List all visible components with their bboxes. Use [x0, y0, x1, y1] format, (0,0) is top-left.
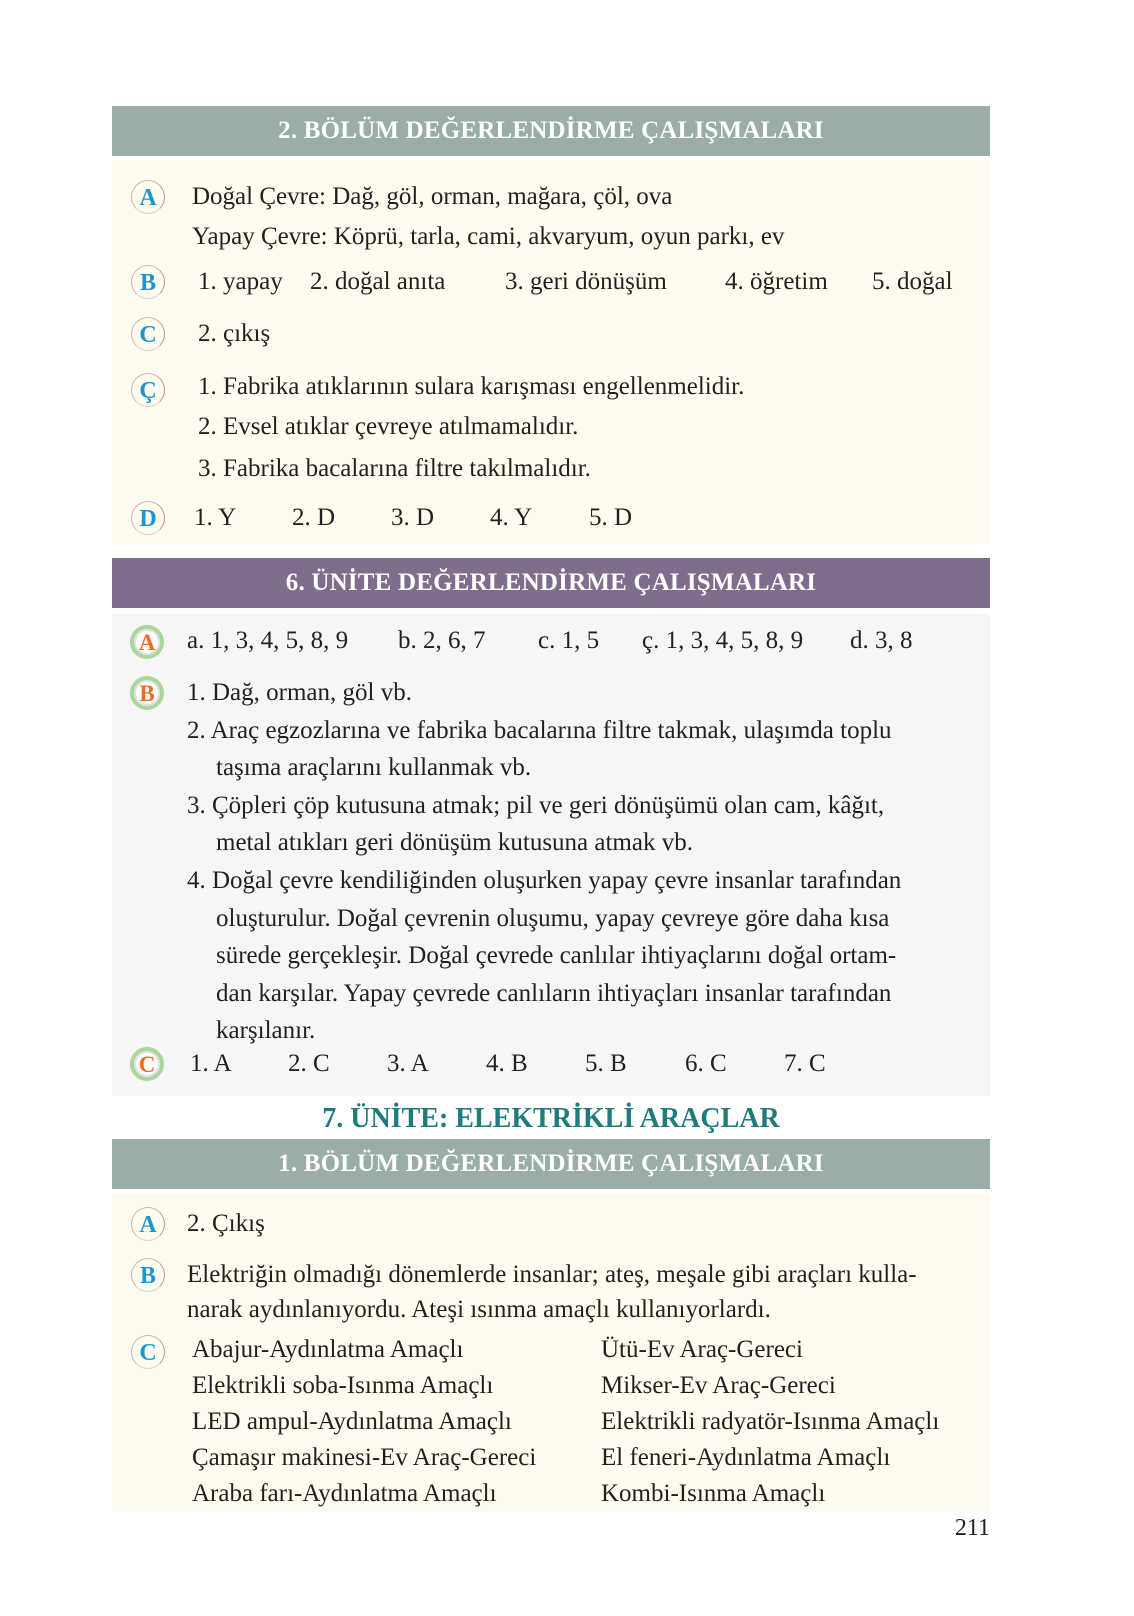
badge-b: B [131, 1258, 165, 1292]
answer-a-item-b: b. 2, 6, 7 [398, 627, 486, 654]
answer-a-text: 2. Çıkış [187, 1210, 265, 1237]
answer-a-item-c-cedilla: ç. 1, 3, 4, 5, 8, 9 [642, 627, 804, 654]
answer-b-line-6: 4. Doğal çevre kendiliğinden oluşurken yapay çevre insanlar tarafından [187, 867, 902, 894]
answer-b-line-3: taşıma araçlarını kullanmak vb. [216, 754, 532, 781]
device-right-5: Kombi-Isınma Amaçlı [601, 1480, 826, 1507]
answer-d-item-2: 2. D [292, 504, 336, 531]
answers-panel-1-bolum [112, 1194, 990, 1512]
answer-c-item-2: 2. C [288, 1050, 330, 1077]
answer-a-line-1: Doğal Çevre: Dağ, göl, orman, mağara, çöl, ova [192, 183, 673, 210]
badge-d: D [131, 501, 165, 535]
answer-b-item-3: 3. geri dönüşüm [505, 268, 667, 295]
badge-a: A [131, 1207, 165, 1241]
device-left-3: LED ampul-Aydınlatma Amaçlı [192, 1408, 512, 1435]
badge-b: B [131, 265, 165, 299]
answer-b-line-4: 3. Çöpleri çöp kutusuna atmak; pil ve geri dönüşümü olan cam, kâğıt, [187, 792, 885, 819]
answer-d-item-3: 3. D [391, 504, 435, 531]
answer-b-line-9: dan karşılar. Yapay çevrede canlıların ihtiyaçları insanlar tarafından [216, 980, 892, 1007]
badge-c: C [131, 317, 165, 351]
answer-c-item-6: 6. C [685, 1050, 727, 1077]
badge-c: C [130, 1047, 164, 1081]
badge-b: B [130, 676, 164, 710]
answer-c-item-1: 1. A [190, 1050, 232, 1077]
device-left-5: Araba farı-Aydınlatma Amaçlı [192, 1480, 497, 1507]
answer-b-item-1: 1. yapay [198, 268, 283, 295]
answer-b-line-1: Elektriğin olmadığı dönemlerde insanlar; ateş, meşale gibi araçları kulla- [187, 1261, 917, 1288]
answer-b-line-2: 2. Araç egzozlarına ve fabrika bacalarına filtre takmak, ulaşımda toplu [187, 717, 892, 744]
device-left-2: Elektrikli soba-Isınma Amaçlı [192, 1372, 494, 1399]
answer-b-line-2: narak aydınlanıyordu. Ateşi ısınma amaçlı kullanıyorlardı. [187, 1296, 771, 1323]
device-left-4: Çamaşır makinesi-Ev Araç-Gereci [192, 1444, 537, 1471]
device-right-4: El feneri-Aydınlatma Amaçlı [601, 1444, 891, 1471]
device-right-2: Mikser-Ev Araç-Gereci [601, 1372, 836, 1399]
answer-d-item-4: 4. Y [490, 504, 533, 531]
badge-c-cedilla: Ç [131, 373, 165, 407]
badge-a: A [130, 625, 164, 659]
section-header-2-bolum: 2. BÖLÜM DEĞERLENDİRME ÇALIŞMALARI [112, 106, 990, 156]
unit-title-7: 7. ÜNİTE: ELEKTRİKLİ ARAÇLAR [322, 1103, 780, 1134]
answer-b-line-1: 1. Dağ, orman, göl vb. [187, 679, 412, 706]
answer-b-item-5: 5. doğal [872, 268, 953, 295]
answer-a-line-2: Yapay Çevre: Köprü, tarla, cami, akvaryum, oyun parkı, ev [192, 223, 785, 250]
device-right-1: Ütü-Ev Araç-Gereci [601, 1336, 803, 1363]
answer-c-cedilla-line-2: 2. Evsel atıklar çevreye atılmamalıdır. [198, 413, 579, 440]
answer-d-item-1: 1. Y [194, 504, 237, 531]
answer-b-line-8: sürede gerçekleşir. Doğal çevrede canlılar ihtiyaçlarını doğal ortam- [216, 942, 897, 969]
answer-a-item-d: d. 3, 8 [850, 627, 913, 654]
answer-b-line-5: metal atıkları geri dönüşüm kutusuna atmak vb. [216, 829, 693, 856]
answers-panel-6-unite [112, 614, 990, 1096]
answer-c-item-4: 4. B [486, 1050, 528, 1077]
answer-c-item-7: 7. C [784, 1050, 826, 1077]
answers-panel-2-bolum [112, 160, 990, 544]
device-left-1: Abajur-Aydınlatma Amaçlı [192, 1336, 464, 1363]
answer-b-line-7: oluşturulur. Doğal çevrenin oluşumu, yapay çevreye göre daha kısa [216, 905, 890, 932]
device-right-3: Elektrikli radyatör-Isınma Amaçlı [601, 1408, 940, 1435]
answer-c-cedilla-line-1: 1. Fabrika atıklarının sulara karışması engellenmelidir. [198, 373, 745, 400]
section-header-1-bolum: 1. BÖLÜM DEĞERLENDİRME ÇALIŞMALARI [112, 1139, 990, 1189]
answer-c-item-5: 5. B [585, 1050, 627, 1077]
answer-b-line-10: karşılanır. [216, 1017, 316, 1044]
badge-c: C [131, 1335, 165, 1369]
answer-a-item-c: c. 1, 5 [538, 627, 600, 654]
answer-c-cedilla-line-3: 3. Fabrika bacalarına filtre takılmalıdır. [198, 455, 591, 482]
answer-c-text: 2. çıkış [198, 320, 271, 347]
answer-d-item-5: 5. D [589, 504, 633, 531]
answer-b-item-4: 4. öğretim [725, 268, 828, 295]
badge-a: A [131, 180, 165, 214]
answer-a-item-a: a. 1, 3, 4, 5, 8, 9 [187, 627, 349, 654]
answer-b-item-2: 2. doğal anıta [310, 268, 446, 295]
section-header-6-unite: 6. ÜNİTE DEĞERLENDİRME ÇALIŞMALARI [112, 558, 990, 608]
answer-c-item-3: 3. A [387, 1050, 429, 1077]
page-number: 211 [954, 1515, 990, 1541]
